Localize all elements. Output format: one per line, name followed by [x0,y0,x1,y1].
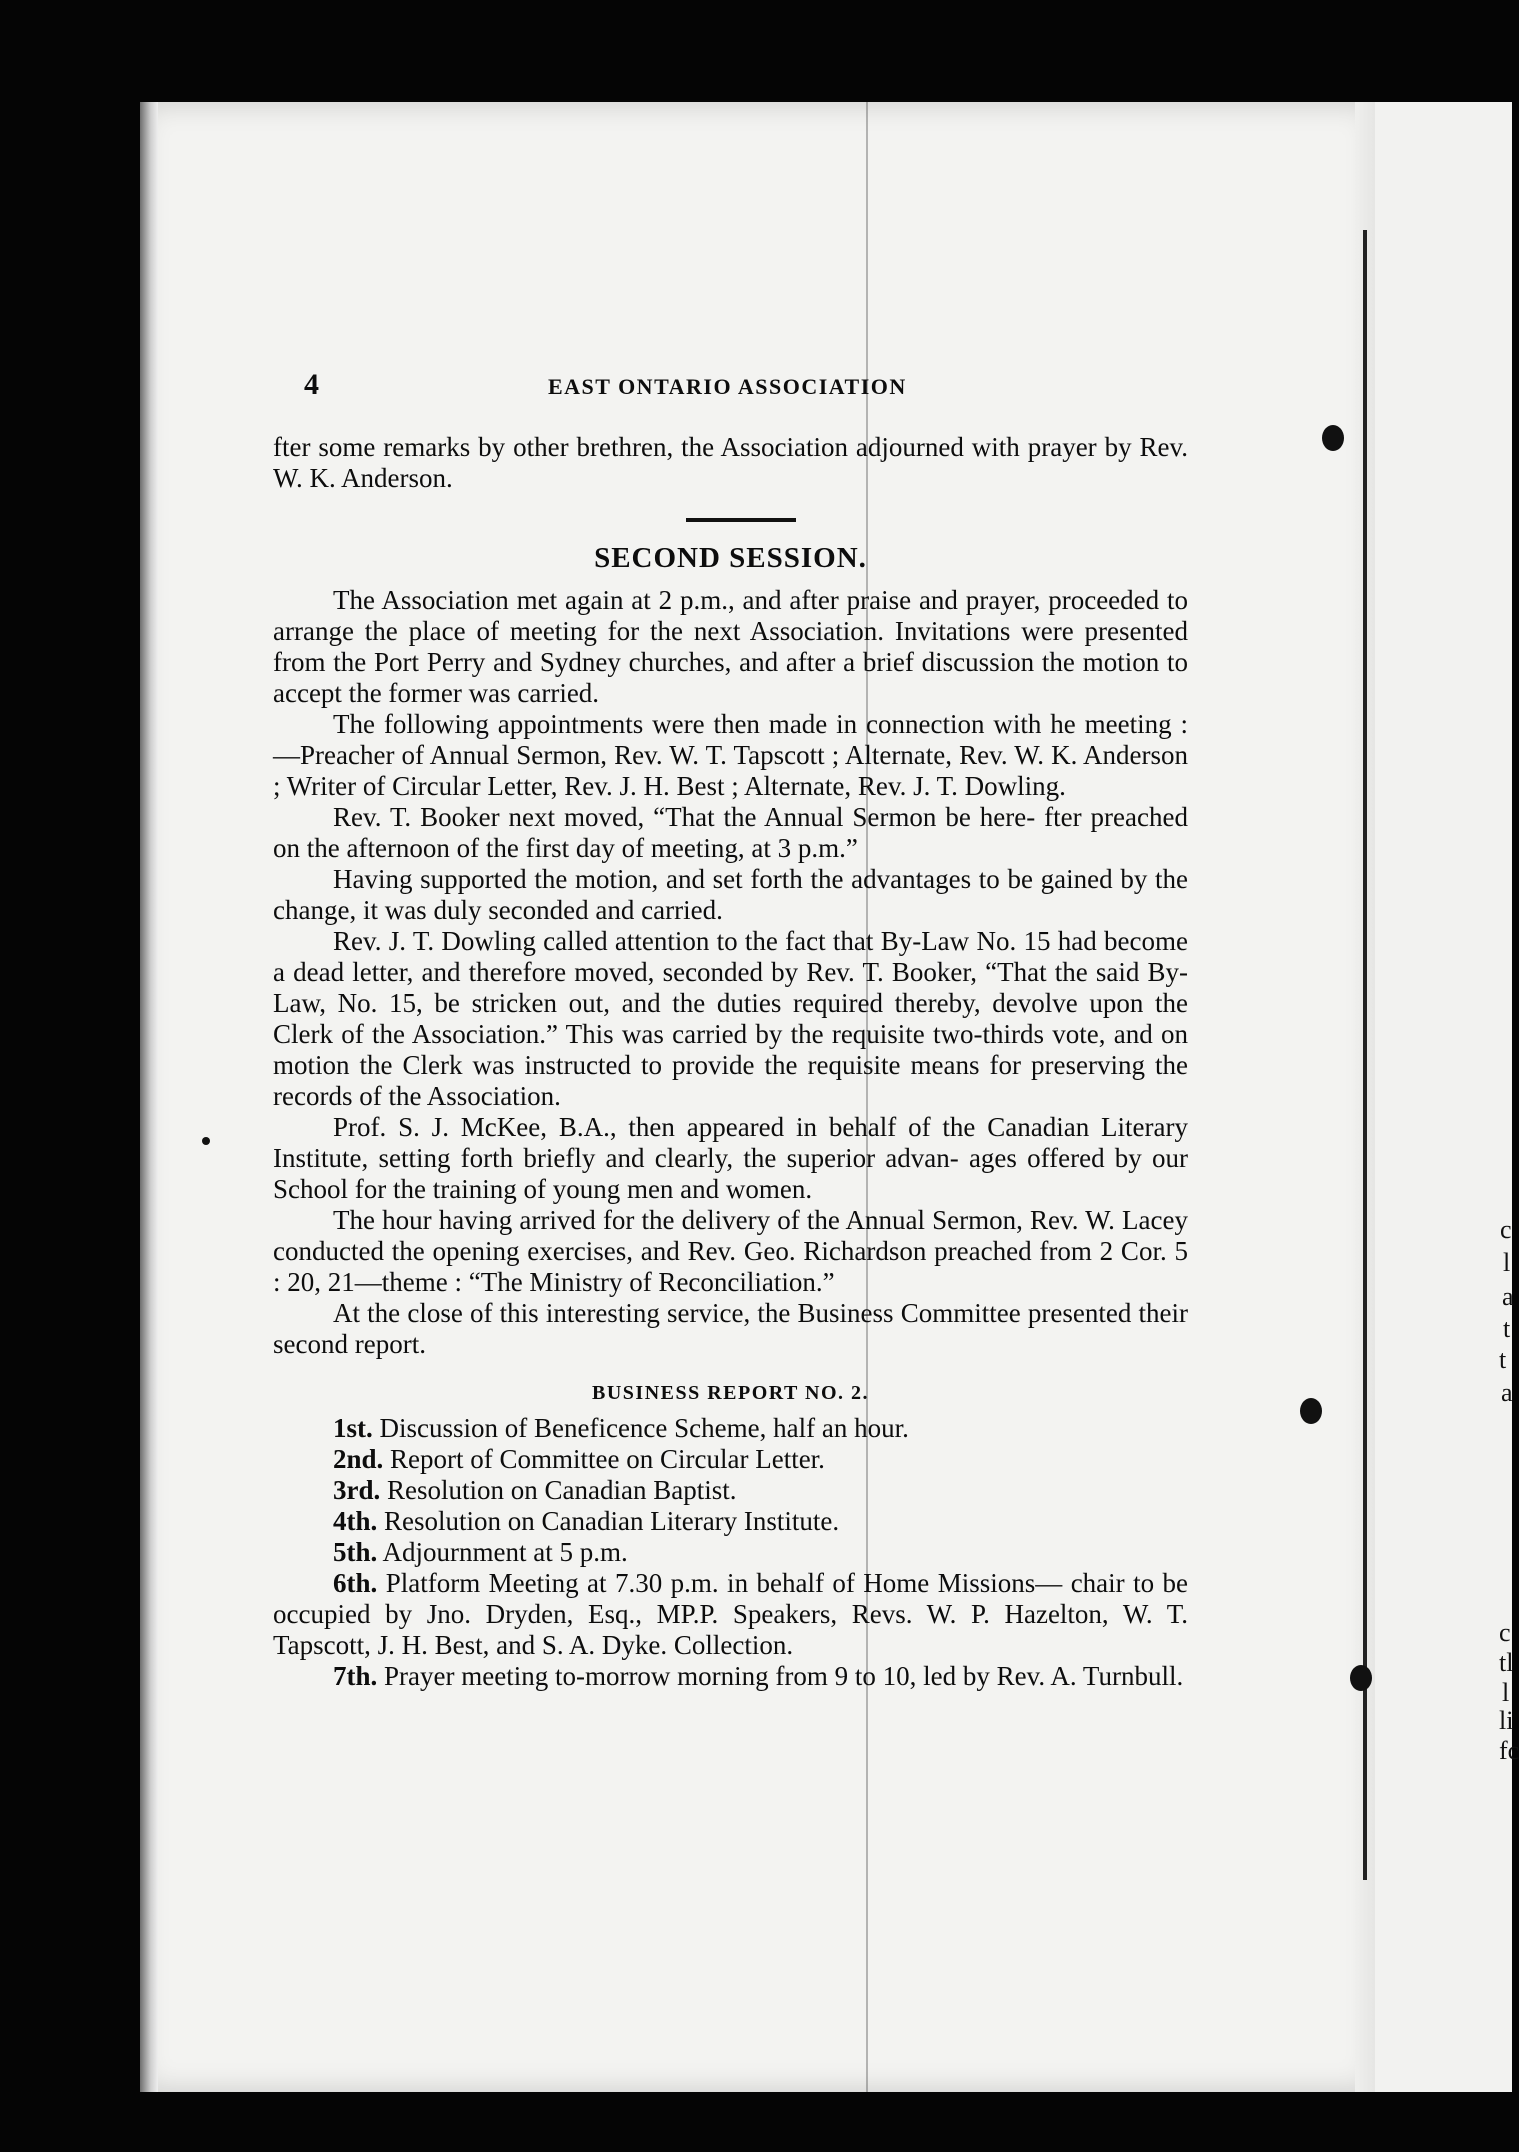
report-item [273,1475,1188,1506]
paragraph: The Association met again at 2 p.m., and after praise and prayer, proceeded to arrange the place of meeting for the next Association. Invitations were presented from the Port Perry and Sydney churches, and after a brief discussion the motion to accept the former was carried. [273,585,1188,708]
paragraph: The hour having arrived for the delivery of the Annual Sermon, Rev. W. Lacey conducted the opening exercises, and Rev. Geo. Richardson preached from 2 Cor. 5 : 20, 21—theme : “The Ministry of Reconciliation.” [273,1205,1188,1297]
stitch-knot [1350,1665,1372,1691]
report-item-text: Platform Meeting at 7.30 p.m. in behalf of Home Missions— chair to be occupied by Jno. Dryden, Esq., MP.P. Speakers, Revs. W. P. Hazelton, W. T. Tapscott, J. H. Best, and S. A. Dyke. Collection. [273,1568,1188,1660]
report-item-number: 7th. [333,1661,378,1691]
report-item [273,1506,1188,1537]
report-item-number: 4th. [333,1506,378,1536]
report-item-number: 1st. [333,1413,373,1443]
paragraph: Prof. S. J. McKee, B.A., then appeared in behalf of the Canadian Literary Institute, setting forth briefly and clearly, the superior advan- ages offered by our School for the training of young men and women. [273,1112,1188,1204]
facing-page-fragment [1375,102,1519,2092]
page-number: 4 [304,368,319,401]
report-item-number: 5th. [333,1537,378,1567]
facing-page-letter: c [1499,1618,1511,1647]
report-item-number: 3rd. [333,1475,381,1505]
facing-page-letter: a [1502,1282,1514,1311]
paragraph: At the close of this interesting service, the Business Committee presented their second report. [273,1298,1188,1359]
section-divider [686,518,796,522]
report-item-text: Discussion of Beneficence Scheme, half an hour. [379,1413,909,1443]
page-text [158,248,1188,1692]
report-item [273,1444,1188,1475]
business-report-title: BUSINESS REPORT NO. 2. [592,1382,869,1404]
paragraph: The following appointments were then made in connection with he meeting :—Preacher of Annual Sermon, Rev. W. T. Tapscott ; Alternate, Rev. W. K. Anderson ; Writer of Circular Letter, Rev. J. H. Best ; Alternate, Rev. J. T. Dowling. [273,709,1188,801]
running-head-title: EAST ONTARIO ASSOCIATION [548,374,907,399]
report-item-text: Report of Committee on Circular Letter. [390,1444,825,1474]
facing-page-letter: l [1503,1248,1511,1277]
binding-stitch [1363,230,1367,1880]
paragraph: Rev. J. T. Dowling called attention to the fact that By-Law No. 15 had become a dead letter, and therefore moved, seconded by Rev. T. Booker, “That the said By-Law, No. 15, be stricken out, and the duties required thereby, devolve upon the Clerk of the Association.” This was carried by the requisite two-thirds vote, and on motion the Clerk was instructed to provide the requisite means for preserving the records of the Association. [273,926,1188,1111]
intro-paragraph: fter some remarks by other brethren, the Association adjourned with prayer by Rev. W. K. Anderson. [273,432,1188,493]
stitch-knot [1300,1398,1322,1424]
running-head [158,368,1188,418]
facing-page-letter: l [1502,1678,1510,1707]
report-item-text: Resolution on Canadian Literary Institute. [384,1506,840,1536]
report-item-number: 2nd. [333,1444,384,1474]
text-column [273,432,1188,1692]
report-item-text: Resolution on Canadian Baptist. [387,1475,737,1505]
report-item [273,1413,1188,1444]
facing-page-letter: t [1503,1314,1511,1343]
report-item [273,1568,1188,1661]
section-title: SECOND SESSION. [594,542,867,574]
paragraph: Having supported the motion, and set forth the advantages to be gained by the change, it was duly seconded and carried. [273,864,1188,925]
facing-page-letter: t [1499,1345,1507,1374]
facing-page-letter: fc [1499,1736,1519,1765]
stitch-knot [1322,425,1344,451]
report-item [273,1661,1188,1692]
page-left-edge [140,102,158,2092]
facing-page-letter: li [1499,1706,1514,1735]
report-item-number: 6th. [333,1568,378,1598]
facing-page-letter: c [1500,1215,1512,1244]
facing-page-letter: tl [1499,1648,1514,1677]
paragraph: Rev. T. Booker next moved, “That the Annual Sermon be here- fter preached on the afternoon of the first day of meeting, at 3 p.m.” [273,802,1188,863]
report-item-text: Prayer meeting to-morrow morning from 9 to 10, led by Rev. A. Turnbull. [384,1661,1184,1691]
facing-page-letter: a [1501,1378,1513,1407]
report-item [273,1537,1188,1568]
report-item-text: Adjournment at 5 p.m. [382,1537,628,1567]
